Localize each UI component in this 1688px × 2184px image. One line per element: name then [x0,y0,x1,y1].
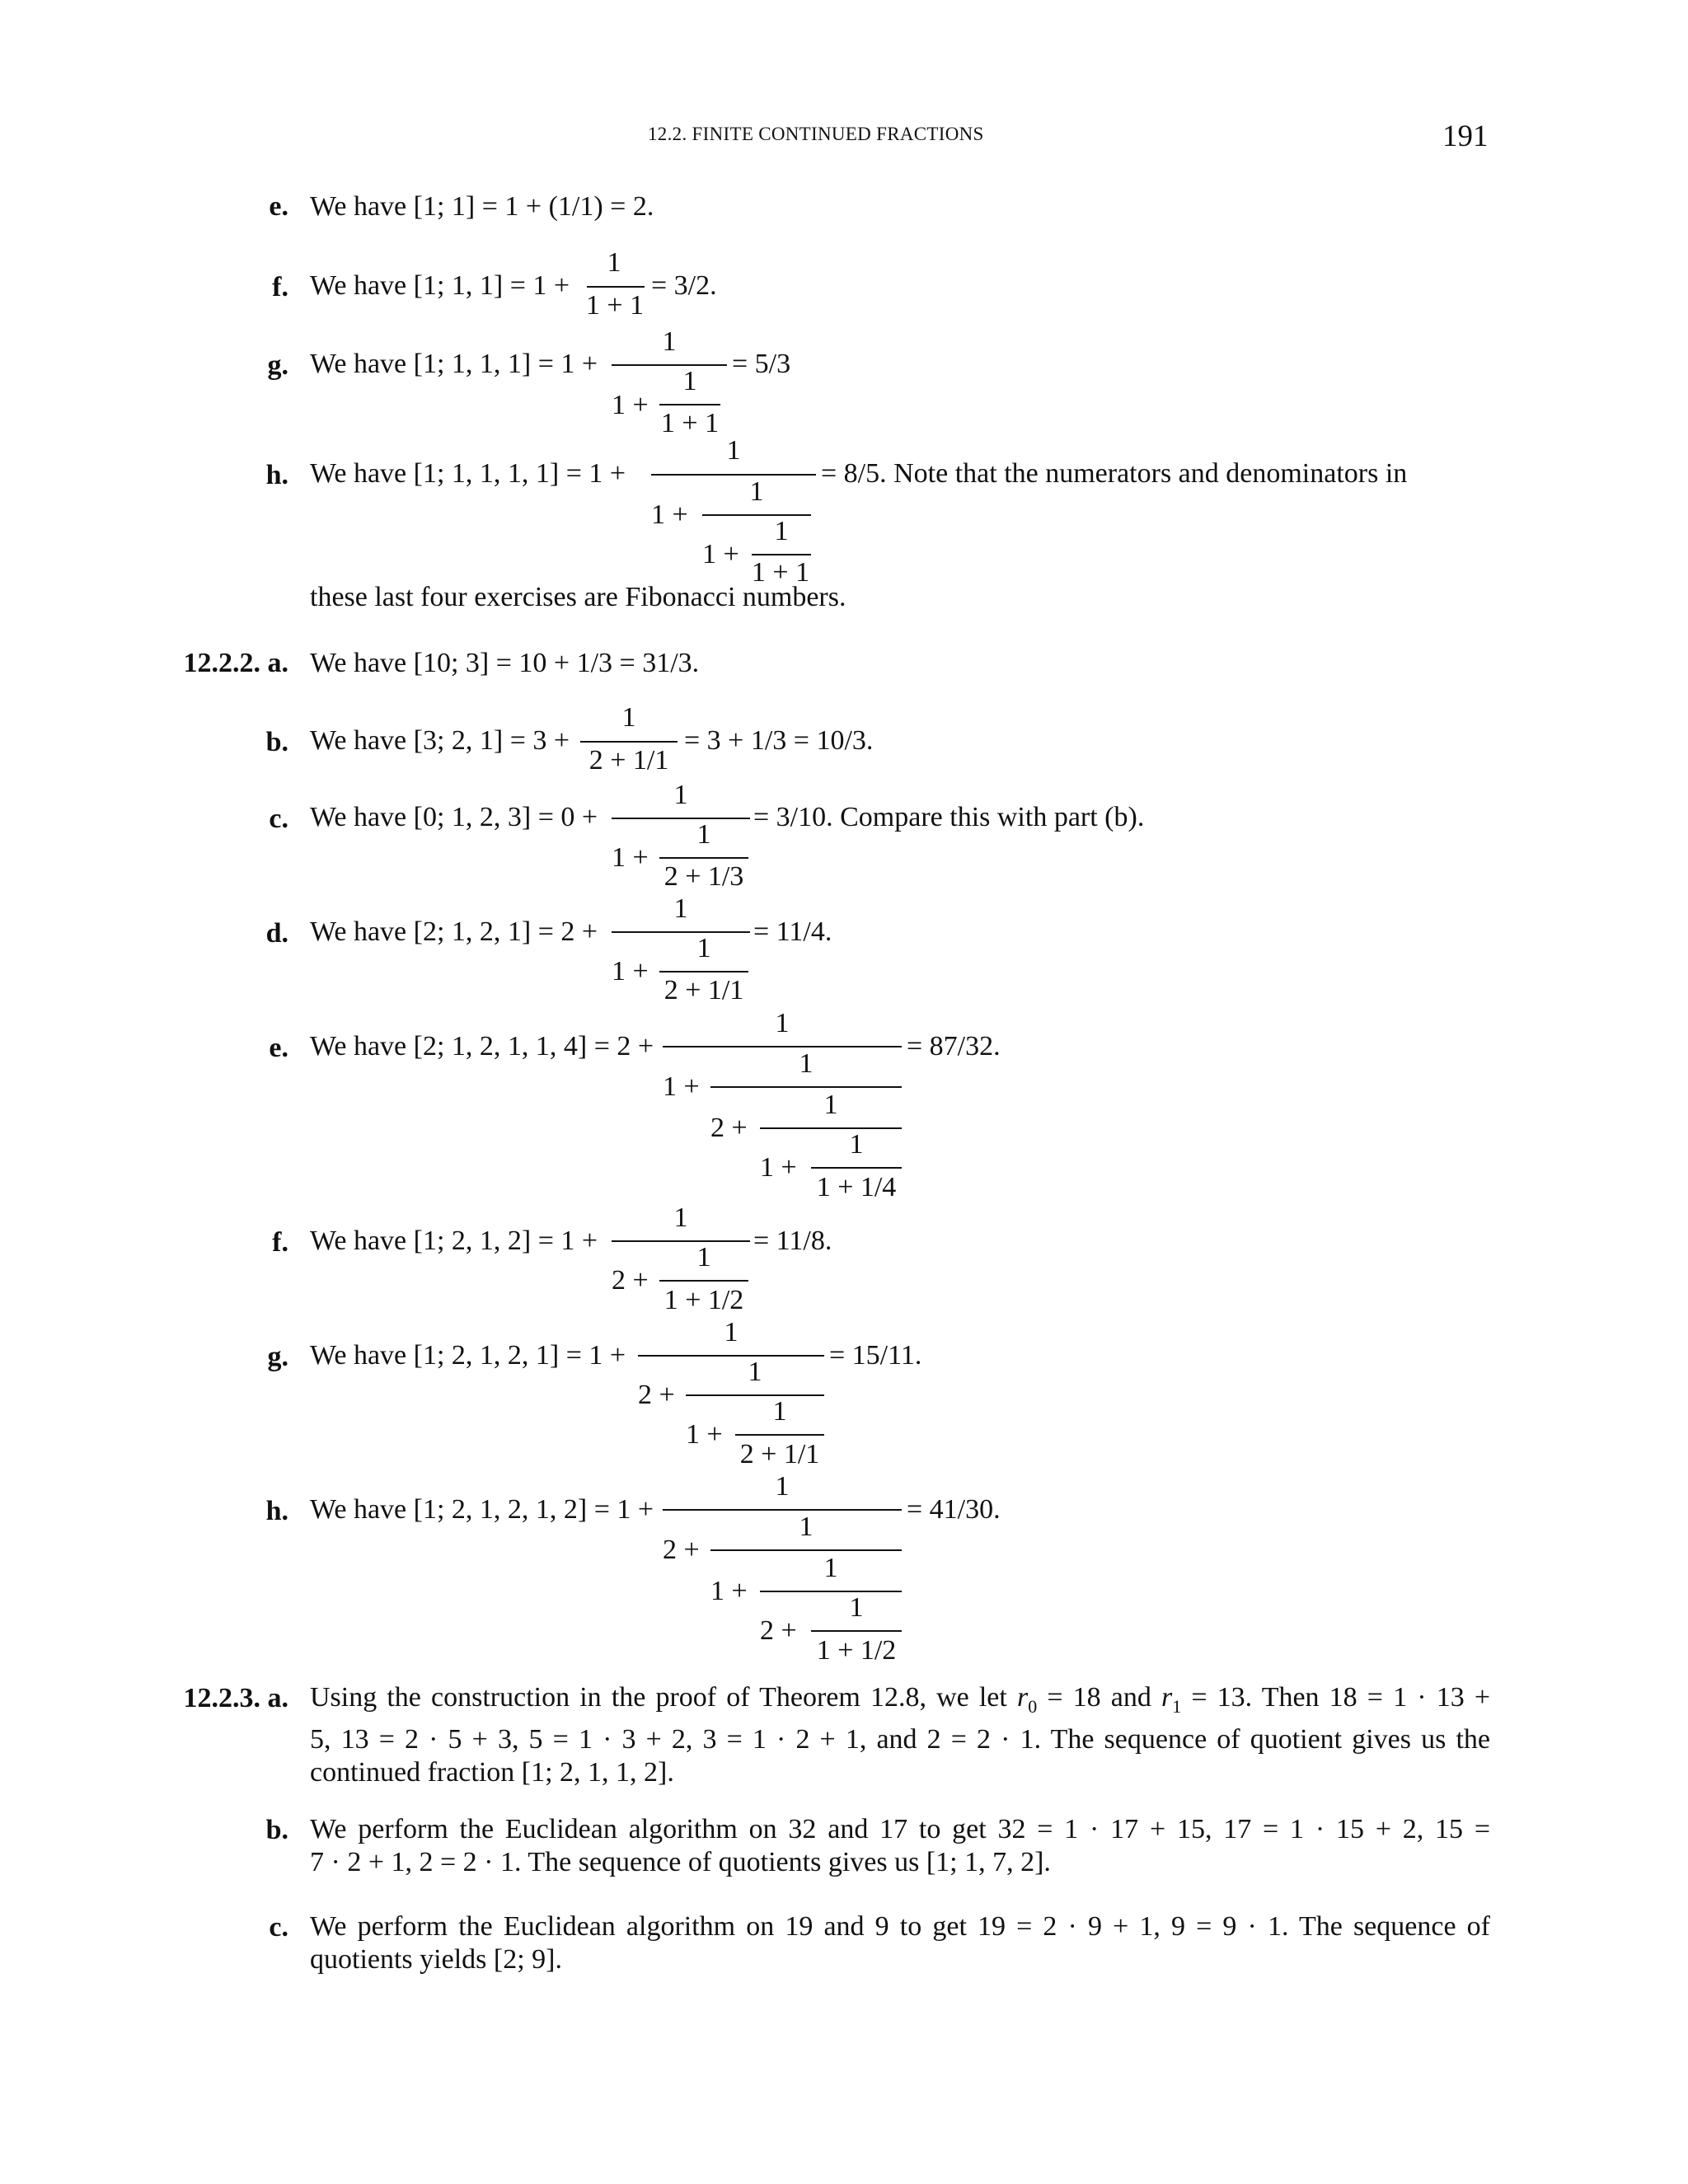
fraction-bar [651,474,816,476]
level3-denominator: 1 + 1 [751,557,810,588]
inner-numerator: 1 [696,933,711,963]
label-h: h. [265,1496,288,1526]
numerator: 1 [724,1317,738,1347]
level4-numerator: 1 [849,1129,864,1160]
paragraph-c [310,1910,1490,1976]
paragraph-b [310,1813,1490,1879]
label-d: d. [265,918,288,949]
paragraph-a [310,1681,1490,1789]
rhs: = 11/4. [753,916,832,947]
inner-numerator: 1 [696,1242,711,1272]
line: continued fraction [1; 2, 1, 1, 2]. [310,1756,674,1788]
line: 7 · 2 + 1, 2 = 2 · 1. The sequence of quotients gives us [1; 1, 7, 2]. [310,1847,1051,1877]
fraction-bar [580,741,678,743]
inner-prefix: 1 + [612,842,649,873]
lhs: We have [2; 1, 2, 1, 1, 4] = 2 + [310,1031,654,1062]
page-number: 191 [1442,120,1489,153]
line: quotients yields [2; 9]. [310,1944,562,1975]
text: = 18 and [1037,1682,1161,1713]
denominator: 1 + 1 [585,290,645,321]
numerator: 1 [775,1008,790,1038]
level3-prefix: 1 + [702,539,739,569]
label-c: c. [269,1912,288,1943]
level3-prefix: 2 + [710,1113,748,1143]
line: We perform the Euclidean algorithm on 32 and 17 to get 32 = 1 · 17 + 15, 17 = 1 · 15 + 2, 15 = [310,1814,1490,1844]
rhs: = 15/11. [829,1340,922,1371]
variable: r [1161,1682,1173,1713]
level3-prefix: 1 + [710,1576,748,1606]
level4-bar [811,1167,902,1169]
level2-numerator: 1 [749,476,764,507]
level3-denominator: 2 + 1/1 [739,1439,820,1469]
numerator: 1 [673,893,688,924]
lhs: We have [1; 1, 1] = 1 + [310,270,570,301]
rhs: = 3/10. Compare this with part (b). [753,802,1145,832]
inner-denominator: 1 + 1/2 [663,1285,744,1315]
inner-prefix: 2 + [612,1265,649,1296]
level4-prefix: 2 + [760,1615,797,1646]
level4-prefix: 1 + [760,1152,797,1183]
level3-numerator: 1 [774,516,789,546]
lhs: We have [0; 1, 2, 3] = 0 + [310,802,598,832]
numerator: 1 [673,780,688,810]
rhs: = 5/3 [732,349,791,379]
numerator: 1 [726,435,741,466]
exercise-text: We have [1; 1] = 1 + (1/1) = 2. [310,191,654,222]
label-g: g. [267,1342,288,1372]
level3-numerator: 1 [823,1553,838,1583]
rhs: = 3 + 1/3 = 10/3. [684,725,874,756]
fraction-bar [612,1240,750,1242]
lhs: We have [1; 1, 1, 1] = 1 + [310,349,598,379]
level2-bar [686,1394,824,1396]
fraction-bar [663,1509,902,1511]
level4-numerator: 1 [849,1592,864,1623]
line [310,1681,1490,1723]
level2-bar [702,514,811,516]
lhs: We have [1; 2, 1, 2, 1] = 1 + [310,1340,626,1371]
label-c: c. [269,804,288,834]
label-a: a. [267,648,288,678]
inner-fraction-bar [659,404,720,405]
level2-prefix: 1 + [663,1071,700,1102]
fraction-bar [612,931,750,933]
level2-numerator: 1 [799,1048,814,1079]
numerator: 1 [673,1202,688,1233]
level4-denominator: 1 + 1/2 [816,1635,897,1666]
inner-prefix: 1 + [612,390,649,420]
level3-bar [752,554,811,555]
continuation-text: these last four exercises are Fibonacci numbers. [310,582,846,612]
rhs: = 41/30. [907,1494,1001,1525]
rhs: = 8/5. Note that the numerators and denominators in [821,458,1408,489]
inner-fraction-bar [659,971,748,972]
inner-denominator: 2 + 1/3 [663,861,744,892]
fraction-bar [587,286,645,288]
level3-prefix: 1 + [686,1419,723,1450]
inner-fraction-bar [659,857,748,859]
level3-bar [735,1434,824,1436]
level3-bar [760,1591,902,1592]
lhs: We have [1; 2, 1, 2] = 1 + [310,1226,598,1256]
lhs: We have [1; 1, 1, 1, 1] = 1 + [310,458,626,489]
fraction-bar [663,1046,902,1047]
level2-prefix: 2 + [638,1380,675,1410]
exercise-text: We have [10; 3] = 10 + 1/3 = 31/3. [310,648,700,678]
rhs: = 11/8. [753,1226,832,1256]
label-a: a. [267,1683,288,1713]
numerator: 1 [621,702,636,733]
line: We perform the Euclidean algorithm on 19 and 9 to get 19 = 2 · 9 + 1, 9 = 9 · 1. The sequence of [310,1911,1490,1942]
fraction-bar [638,1355,824,1357]
line: 5, 13 = 2 · 5 + 3, 5 = 1 · 3 + 2, 3 = 1 · 2 + 1, and 2 = 2 · 1. The sequence of quotient gives us the [310,1723,1490,1755]
level4-denominator: 1 + 1/4 [816,1172,897,1202]
lhs: We have [1; 2, 1, 2, 1, 2] = 1 + [310,1494,654,1525]
fraction-bar [612,364,727,366]
level4-bar [811,1630,902,1632]
numerator: 1 [662,326,677,357]
lhs: We have [2; 1, 2, 1] = 2 + [310,916,598,947]
label-f: f. [272,272,288,302]
subscript: 1 [1172,1695,1182,1717]
denominator: 2 + 1/1 [588,745,669,776]
exercise-number-12-2-2 [0,648,288,679]
numerator: 1 [775,1471,790,1502]
level2-bar [710,1086,902,1088]
level2-bar [710,1549,902,1551]
label-e: e. [269,1033,288,1063]
level2-prefix: 1 + [651,499,688,530]
text: = 13. Then 18 = 1 · 13 + [1181,1682,1491,1713]
exercise-number-12-2-3 [0,1683,288,1714]
rhs: = 87/32. [907,1031,1001,1062]
inner-numerator: 1 [682,366,697,396]
numerator: 1 [607,247,621,278]
subscript: 0 [1028,1695,1038,1717]
label-f: f. [272,1227,288,1258]
level2-prefix: 2 + [663,1535,700,1565]
label-e: e. [269,191,288,222]
label-h: h. [265,460,288,490]
level2-numerator: 1 [748,1357,762,1387]
exercise-number: 12.2.3. [183,1683,260,1713]
text: Using the construction in the proof of Theorem 12.8, we let [310,1682,1017,1713]
level3-bar [760,1127,902,1129]
level2-numerator: 1 [799,1511,814,1542]
inner-denominator: 1 + 1 [660,408,720,438]
inner-denominator: 2 + 1/1 [663,975,744,1005]
label-b: b. [265,727,288,757]
running-header: 12.2. FINITE CONTINUED FRACTIONS [648,124,984,144]
inner-numerator: 1 [696,819,711,850]
label-b: b. [265,1815,288,1845]
level3-numerator: 1 [772,1396,787,1427]
rhs: = 3/2. [651,270,717,301]
variable: r [1016,1682,1029,1713]
label-g: g. [267,350,288,381]
lhs: We have [3; 2, 1] = 3 + [310,725,570,756]
fraction-bar [612,818,750,819]
inner-prefix: 1 + [612,956,649,987]
inner-fraction-bar [659,1280,748,1282]
exercise-number: 12.2.2. [183,648,260,678]
level3-numerator: 1 [823,1090,838,1120]
